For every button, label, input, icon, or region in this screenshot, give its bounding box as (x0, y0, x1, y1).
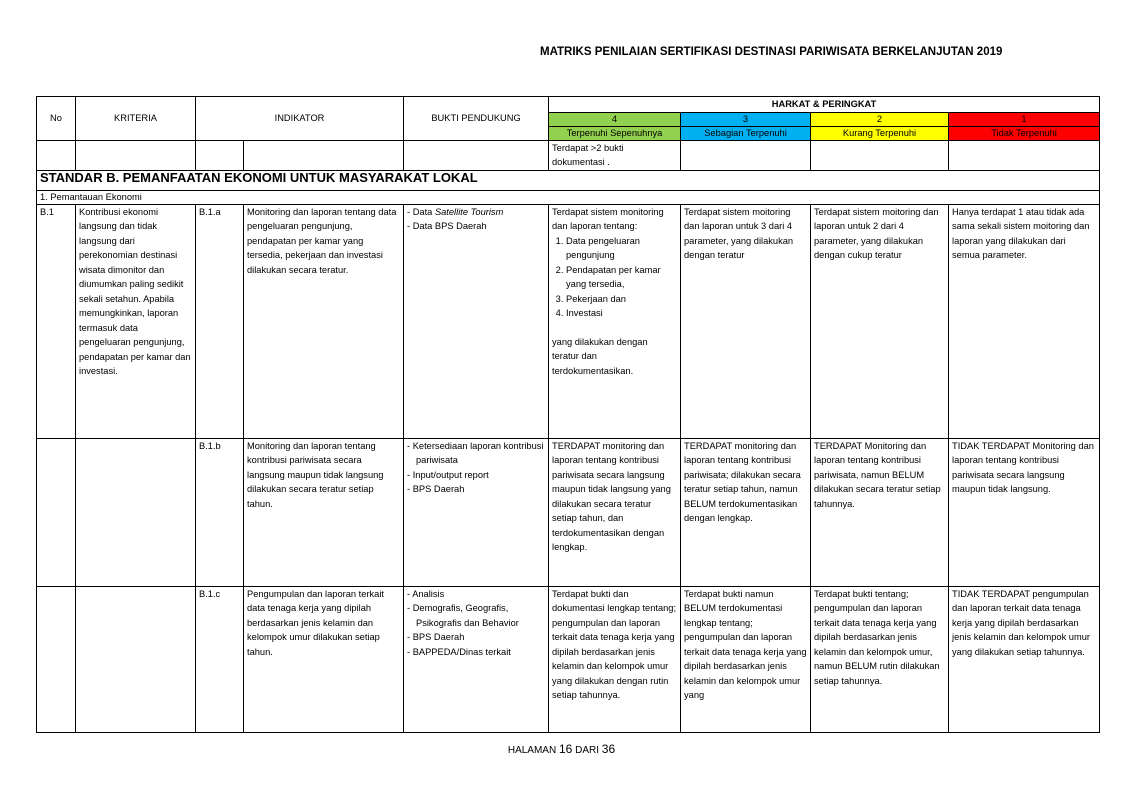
level-3-cell: TERDAPAT monitoring dan laporan tentang kontribusi pariwisata; dilakukan secara teratur setiap tahun, namun BELUM terdokumentasikan dengan lengkap. (681, 438, 811, 586)
evidence-item: - BAPPEDA/Dinas terkait (407, 645, 545, 660)
level-4-label: Terpenuhi Sepenuhnya (549, 126, 681, 140)
level-1-cell: TIDAK TERDAPAT Monitoring dan laporan tentang kontribusi pariwisata secara langsung maupun tidak langsung. (949, 438, 1100, 586)
evidence-item: - Ketersediaan laporan kontribusi pariwisata (407, 439, 545, 468)
evidence-cell (404, 586, 549, 732)
col-header-indikator: INDIKATOR (196, 97, 404, 141)
evidence-item: - BPS Daerah (407, 482, 545, 497)
level-1-cell: Hanya terdapat 1 atau tidak ada sama sekali sistem moitoring dan laporan yang dilakukan dari semua parameter. (949, 204, 1100, 438)
list-item: 4. Investasi (566, 306, 677, 321)
level-2-cell: Terdapat sistem moitoring dan laporan untuk 2 dari 4 parameter, yang dilakukan dengan cukup teratur (811, 204, 949, 438)
level-1-label: Tidak Terpenuhi (949, 126, 1100, 140)
evidence-item: - Analisis (407, 587, 545, 602)
level-1-number: 1 (949, 112, 1100, 126)
carryover-row (37, 140, 1100, 170)
level-1-cell: TIDAK TERDAPAT pengumpulan dan laporan terkait data tenaga kerja yang dipilah berdasarkan jenis kelamin dan kelompok umur yang dilakukan setiap tahunnya. (949, 586, 1100, 732)
level-4-number: 4 (549, 112, 681, 126)
list-item: 3. Pekerjaan dan (566, 292, 677, 307)
parameter-list (552, 234, 677, 321)
evidence-item: - Input/output report (407, 468, 545, 483)
list-item: 2. Pendapatan per kamar yang tersedia, (566, 263, 677, 292)
table-row (37, 586, 1100, 732)
indicator-code: B.1.c (196, 586, 244, 732)
page-number: 16 (558, 742, 573, 756)
level-4-outro: yang dilakukan dengan teratur dan terdokumentasikan. (552, 336, 648, 376)
page-footer: HALAMAN 16 DARI 36 (507, 742, 616, 756)
indicator-code: B.1.b (196, 438, 244, 586)
evidence-item: - Demografis, Geografis, Psikografis dan Behavior (407, 601, 545, 630)
table-row (37, 204, 1100, 438)
col-header-kriteria: KRITERIA (76, 97, 196, 141)
standard-title: STANDAR B. PEMANFAATAN EKONOMI UNTUK MASYARAKAT LOKAL (37, 170, 1100, 190)
col-header-bukti: BUKTI PENDUKUNG (404, 97, 549, 141)
list-item: 1. Data pengeluaran pengunjung (566, 234, 677, 263)
indicator-code: B.1.a (196, 204, 244, 438)
assessment-matrix-table (36, 96, 1100, 733)
page-total: 36 (601, 742, 616, 756)
col-header-harkat: HARKAT & PERINGKAT (549, 97, 1100, 113)
level-4-intro: Terdapat sistem monitoring dan laporan tentang: (552, 206, 664, 231)
criterion-number: B.1 (37, 204, 76, 438)
level-4-cell (549, 204, 681, 438)
evidence-cell (404, 204, 549, 438)
indicator-text: Monitoring dan laporan tentang kontribusi pariwisata secara langsung maupun tidak langsung dilakukan secara teratur setiap tahun. (244, 438, 404, 586)
evidence-item: - Data BPS Daerah (407, 219, 545, 234)
section-title: 1. Pemantauan Ekonomi (37, 190, 1100, 204)
evidence-item: - Data Satellite Tourism (407, 205, 545, 220)
indicator-text: Pengumpulan dan laporan terkait data tenaga kerja yang dipilah berdasarkan jenis kelamin dan kelompok umur dilakukan setiap tahun. (244, 586, 404, 732)
level-2-cell: TERDAPAT Monitoring dan laporan tentang kontribusi pariwisata, namun BELUM dilakukan secara teratur setiap tahunnya. (811, 438, 949, 586)
level-3-cell: Terdapat sistem moitoring dan laporan untuk 3 dari 4 parameter, yang dilakukan dengan teratur (681, 204, 811, 438)
criterion-text: Kontribusi ekonomi langsung dan tidak langsung dari perekonomian destinasi wisata dimonitor dan diumumkan paling sedikit sekali setahun. Apabila memungkinkan, laporan termasuk data pengeluaran pengunjung, pendapatan per kamar dan investasi. (76, 204, 196, 438)
table-row (37, 438, 1100, 586)
document-title: MATRIKS PENILAIAN SERTIFIKASI DESTINASI PARIWISATA BERKELANJUTAN 2019 (540, 46, 1003, 58)
level-2-label: Kurang Terpenuhi (811, 126, 949, 140)
standard-row (37, 170, 1100, 190)
header-row (37, 97, 1100, 113)
carryover-level-4-cell: Terdapat >2 bukti dokumentasi . (549, 140, 681, 170)
level-3-label: Sebagian Terpenuhi (681, 126, 811, 140)
evidence-cell (404, 438, 549, 586)
section-row (37, 190, 1100, 204)
level-3-cell: Terdapat bukti namun BELUM terdokumentasi lengkap tentang; pengumpulan dan laporan terkait data tenaga kerja yang dipilah berdasarkan jenis kelamin dan kelompok umur yang (681, 586, 811, 732)
evidence-item: - BPS Daerah (407, 630, 545, 645)
indicator-text: Monitoring dan laporan tentang data pengeluaran pengunjung, pendapatan per kamar yang tersedia, pekerjaan dan investasi dilakukan secara teratur. (244, 204, 404, 438)
level-4-cell: TERDAPAT monitoring dan laporan tentang kontribusi pariwisata secara langsung maupun tidak langsung yang dilakukan secara teratur setiap tahun, dan terdokumentasikan dengan lengkap. (549, 438, 681, 586)
level-3-number: 3 (681, 112, 811, 126)
level-2-number: 2 (811, 112, 949, 126)
level-2-cell: Terdapat bukti tentang; pengumpulan dan laporan terkait data tenaga kerja yang dipilah berdasarkan jenis kelamin dan kelompok umur, namun BELUM rutin dilakukan setiap tahunnya. (811, 586, 949, 732)
col-header-no: No (37, 97, 76, 141)
level-4-cell: Terdapat bukti dan dokumentasi lengkap tentang; pengumpulan dan laporan terkait data tenaga kerja yang dipilah berdasarkan jenis kelamin dan kelompok umur yang dilakukan dengan rutin setiap tahunnya. (549, 586, 681, 732)
